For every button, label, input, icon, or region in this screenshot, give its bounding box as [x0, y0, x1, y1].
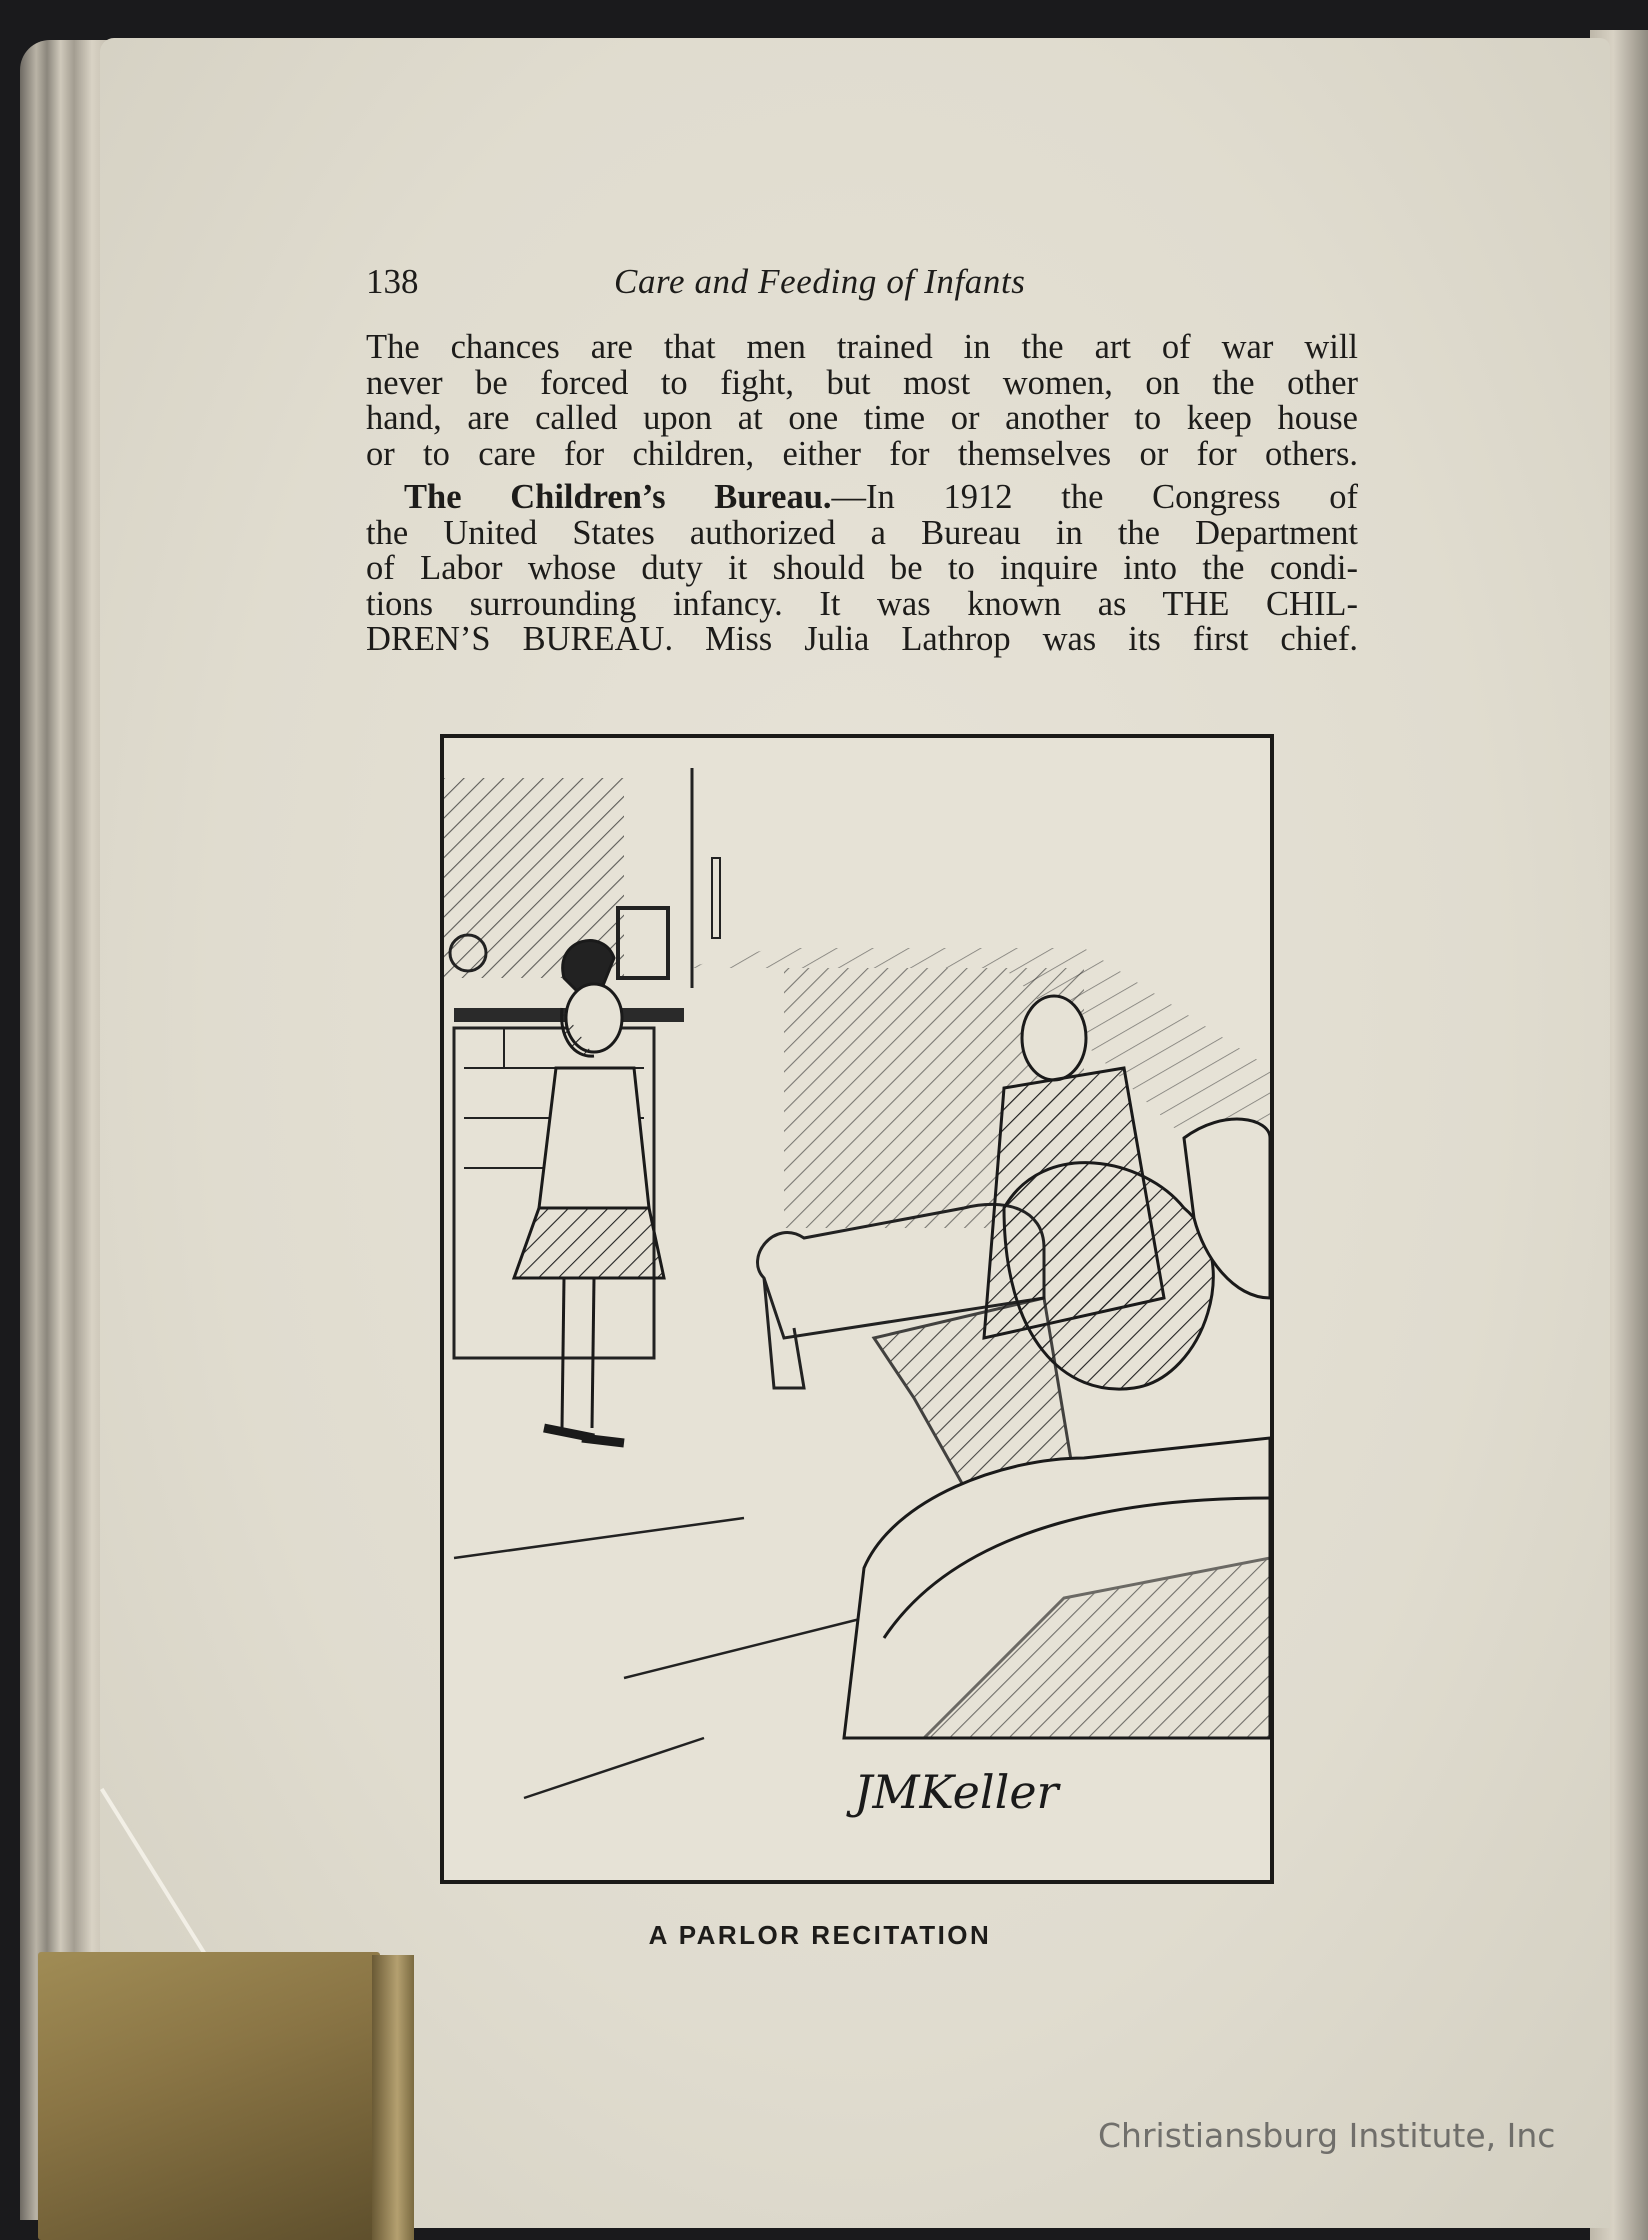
text-line: DREN’S BUREAU. Miss Julia Lathrop was its first chief. — [366, 620, 1358, 658]
paragraph-1 — [366, 330, 1358, 472]
text-line: or to care for children, either for themselves or for others. — [366, 434, 1358, 473]
book-page-edges — [20, 40, 110, 2220]
heading-line-rest: —In 1912 the Congress of — [831, 478, 1358, 516]
bookmark-block — [38, 1952, 380, 2240]
candle — [712, 858, 720, 938]
paragraph-heading: The Children’s Bureau. — [404, 478, 832, 516]
body-text — [366, 330, 1358, 658]
illustration-frame — [440, 734, 1274, 1884]
text-line: of Labor whose duty it should be to inquire into the condi- — [366, 549, 1358, 587]
page-number: 138 — [366, 262, 419, 301]
watermark: Christiansburg Institute, Inc — [1098, 2116, 1556, 2155]
photo-frame — [618, 908, 668, 978]
parlor-illustration — [444, 738, 1270, 1880]
page-header — [366, 258, 1366, 310]
text-line: tions surrounding infancy. It was known as THE CHIL- — [366, 584, 1358, 623]
text-line — [366, 480, 1358, 516]
bookmark-block-side — [372, 1955, 414, 2240]
artist-signature: JMKeller — [854, 1765, 1059, 1819]
paragraph-2 — [366, 480, 1358, 658]
text-line: hand, are called upon at one time or another to keep house — [366, 399, 1358, 437]
illustration-caption: A PARLOR RECITATION — [648, 1920, 992, 1950]
text-line: the United States authorized a Bureau in the Department — [366, 513, 1358, 552]
running-head: Care and Feeding of Infants — [614, 262, 1026, 301]
text-line: never be forced to fight, but most women, on the other — [366, 363, 1358, 402]
text-line: The chances are that men trained in the art of war will — [366, 328, 1358, 366]
